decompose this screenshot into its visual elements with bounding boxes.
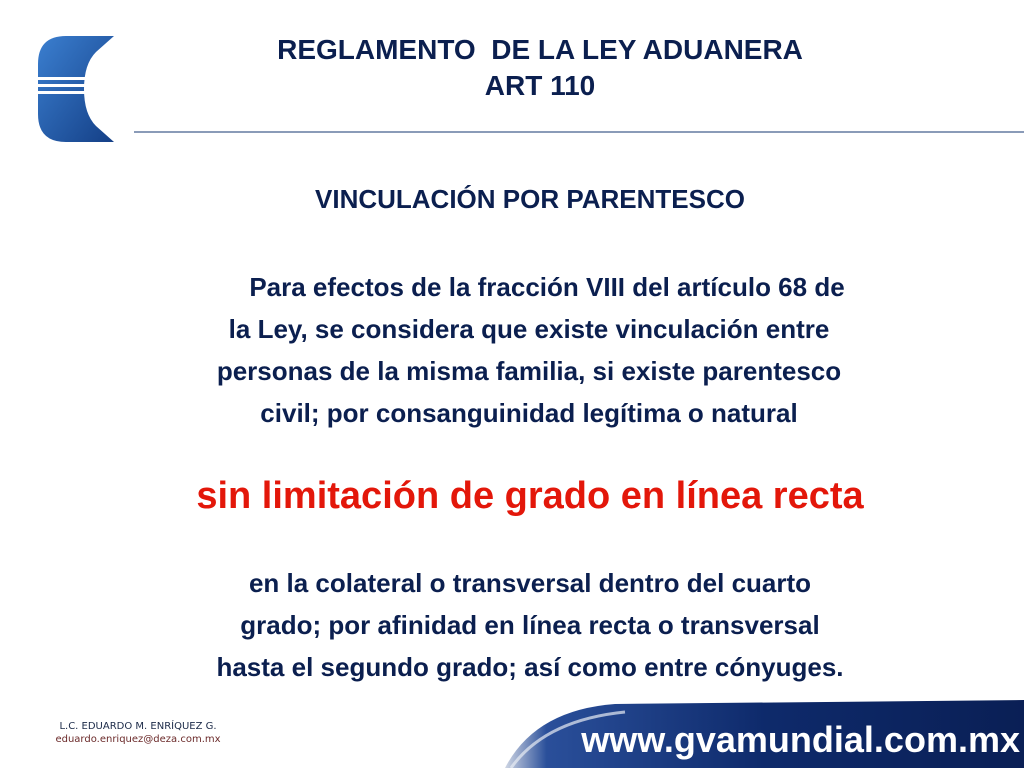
footer-author-block	[28, 720, 248, 746]
header-divider	[134, 131, 1024, 133]
footer-website-link[interactable]: www.gvamundial.com.mx	[581, 719, 1020, 760]
paragraph-1	[104, 266, 954, 434]
page-title	[200, 32, 880, 104]
paragraph-1-line: personas de la misma familia, si existe parentesco	[216, 356, 842, 386]
paragraph-2	[80, 562, 980, 688]
paragraph-2-line: en la colateral o transversal dentro del cuarto	[248, 568, 812, 598]
paragraph-2-line: hasta el segundo grado; así como entre cónyuges.	[216, 652, 844, 682]
footer-author: L.C. EDUARDO M. ENRÍQUEZ G.	[59, 721, 217, 732]
paragraph-1-line: Para efectos de la fracción VIII del artículo 68 de	[249, 272, 845, 302]
paragraph-1-line: civil; por consanguinidad legítima o natural	[260, 398, 798, 428]
paragraph-1-line: la Ley, se considera que existe vinculación entre	[228, 314, 830, 344]
highlight-text: sin limitación de grado en línea recta	[196, 475, 864, 517]
section-heading: VINCULACIÓN POR PARENTESCO	[315, 184, 745, 214]
paragraph-2-line: grado; por afinidad en línea recta o transversal	[240, 610, 820, 640]
title-line-2: ART 110	[484, 70, 596, 101]
gva-logo-icon	[36, 34, 126, 144]
title-line-1: REGLAMENTO DE LA LEY ADUANERA	[277, 34, 803, 65]
footer-email[interactable]: eduardo.enriquez@deza.com.mx	[55, 734, 221, 745]
